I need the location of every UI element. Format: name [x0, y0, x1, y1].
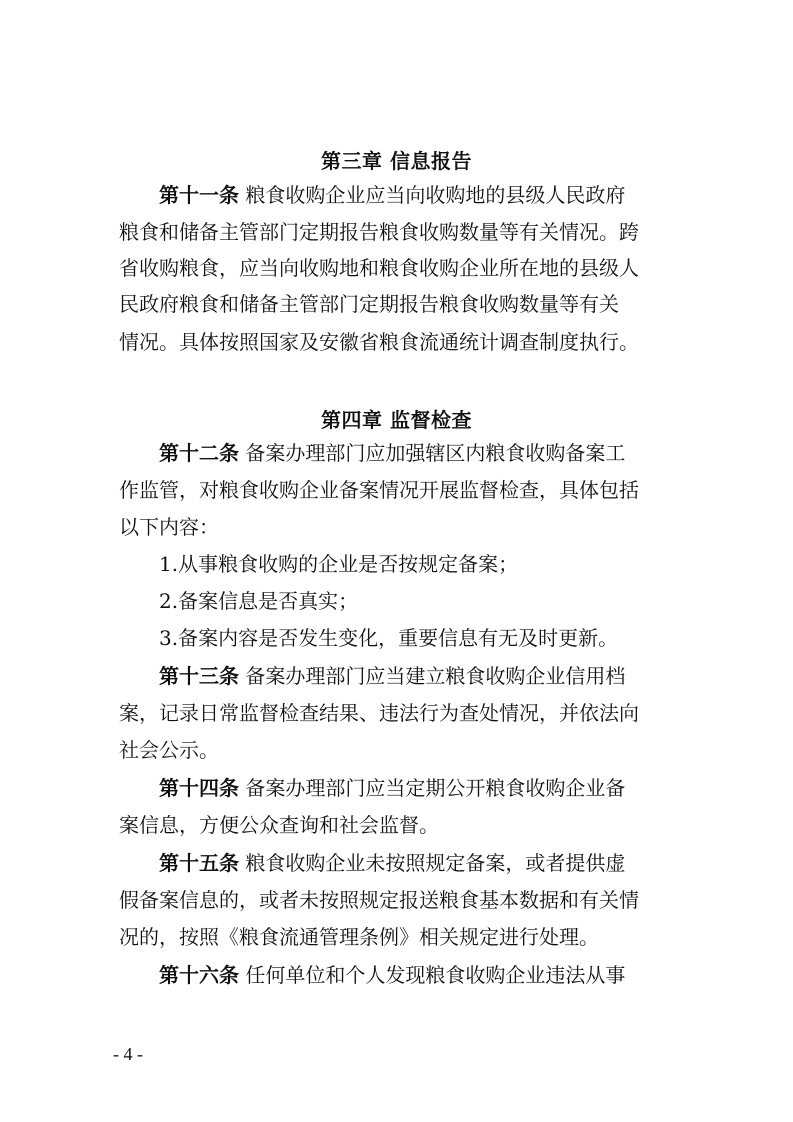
article-title: 第十四条	[159, 776, 239, 800]
article-line	[159, 664, 625, 688]
article-title: 第十五条	[159, 851, 239, 875]
article-line: 作监管，对粮食收购企业备案情况开展监督检查，具体包括	[119, 478, 639, 502]
article-text: 粮食收购企业未按照规定备案，或者提供虚	[245, 851, 626, 875]
article-title: 第十一条	[159, 183, 239, 207]
article-text: 备案办理部门应当定期公开粮食收购企业备	[245, 776, 626, 800]
list-item: 1.从事粮食收购的企业是否按规定备案；	[159, 552, 519, 576]
article-text: 粮食收购企业应当向收购地的县级人民政府	[245, 183, 626, 207]
article-line: 况的，按照《粮食流通管理条例》相关规定进行处理。	[119, 925, 599, 949]
article-title: 第十六条	[159, 963, 239, 987]
article-line	[159, 963, 625, 987]
article-line: 社会公示。	[119, 738, 219, 762]
chapter-heading: 第三章 信息报告	[321, 149, 472, 173]
article-title: 第十二条	[159, 441, 239, 465]
list-item: 3.备案内容是否发生变化，重要信息有无及时更新。	[159, 626, 619, 650]
article-line: 情况。具体按照国家及安徽省粮食流通统计调查制度执行。	[119, 330, 639, 354]
list-item: 2.备案信息是否真实；	[159, 589, 359, 613]
article-line	[159, 851, 625, 875]
article-line: 省收购粮食，应当向收购地和粮食收购企业所在地的县级人	[119, 256, 639, 280]
article-line	[159, 776, 625, 800]
article-text: 任何单位和个人发现粮食收购企业违法从事	[245, 963, 626, 987]
article-text: 备案办理部门应当建立粮食收购企业信用档	[245, 664, 626, 688]
article-line	[159, 183, 625, 207]
article-line: 假备案信息的，或者未按照规定报送粮食基本数据和有关情	[119, 888, 639, 912]
article-text: 备案办理部门应加强辖区内粮食收购备案工	[245, 441, 626, 465]
article-line	[159, 441, 625, 465]
chapter-heading: 第四章 监督检查	[321, 408, 472, 432]
article-line: 民政府粮食和储备主管部门定期报告粮食收购数量等有关	[119, 292, 619, 316]
article-line: 粮食和储备主管部门定期报告粮食收购数量等有关情况。跨	[119, 220, 639, 244]
article-title: 第十三条	[159, 664, 239, 688]
article-line: 案，记录日常监督检查结果、违法行为查处情况，并依法向	[119, 701, 639, 725]
article-line: 以下内容：	[119, 515, 219, 539]
article-line: 案信息，方便公众查询和社会监督。	[119, 813, 439, 837]
page-number: - 4 -	[113, 1044, 143, 1064]
